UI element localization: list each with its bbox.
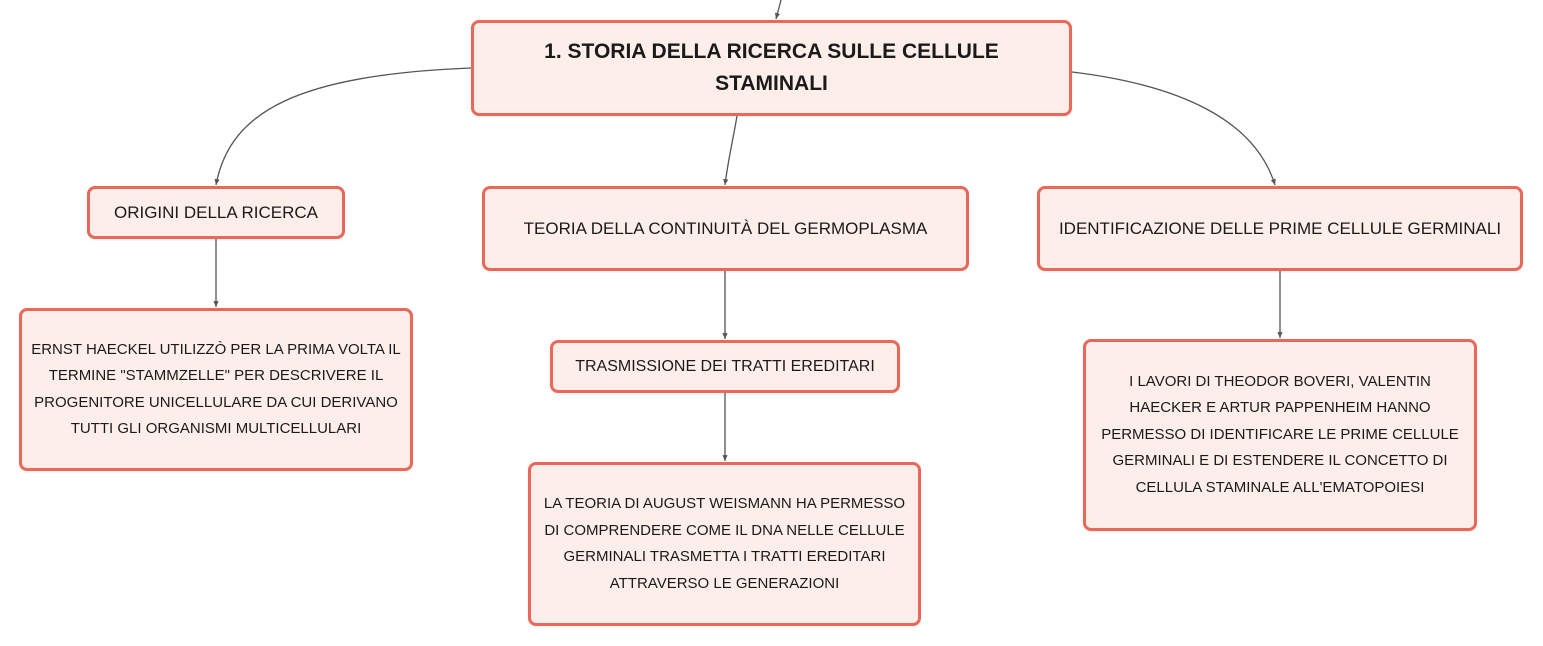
- node-identificazione-label: IDENTIFICAZIONE DELLE PRIME CELLULE GERMINALI: [1058, 219, 1502, 238]
- node-weismann[interactable]: [528, 462, 921, 626]
- node-lavori-boveri[interactable]: [1083, 339, 1477, 531]
- root-node[interactable]: [471, 20, 1072, 116]
- connector-root-to-origini: [216, 68, 471, 185]
- node-trasmissione-tratti[interactable]: [550, 340, 900, 393]
- root-node-label: 1. STORIA DELLA RICERCA SULLE CELLULE STAMINALI: [544, 40, 999, 95]
- node-ernst-haeckel[interactable]: [19, 308, 413, 471]
- connector-root-to-teoria: [725, 116, 737, 185]
- node-origini-della-ricerca[interactable]: [87, 186, 345, 239]
- connector-root-to-identificazione: [1072, 72, 1275, 185]
- node-lavori-label: I LAVORI DI THEODOR BOVERI, VALENTIN HAECKER E ARTUR PAPPENHEIM HANNO PERMESSO DI IDENTIFICARE LE PRIME CELLULE GERMINALI E DI ESTENDERE IL CONCETTO DI CELLULA STAMINALE ALL'EMATOPOIESI: [1101, 372, 1459, 496]
- node-teoria-germoplasma[interactable]: [482, 186, 969, 271]
- connector-incoming-to-root: [776, 0, 781, 19]
- node-identificazione-cellule-germinali[interactable]: [1037, 186, 1523, 271]
- node-weismann-label: LA TEORIA DI AUGUST WEISMANN HA PERMESSO DI COMPRENDERE COME IL DNA NELLE CELLULE GERMINALI TRASMETTA I TRATTI EREDITARI ATTRAVERSO LE GENERAZIONI: [543, 495, 906, 592]
- node-trasmissione-label: TRASMISSIONE DEI TRATTI EREDITARI: [575, 358, 875, 375]
- node-origini-label: ORIGINI DELLA RICERCA: [113, 203, 319, 222]
- node-ernst-haeckel-label: ERNST HAECKEL UTILIZZÒ PER LA PRIMA VOLTA IL TERMINE "STAMMZELLE" PER DESCRIVERE IL PROGENITORE UNICELLULARE DA CUI DERIVANO TUTTI GLI ORGANISMI MULTICELLULARI: [31, 340, 401, 437]
- node-teoria-label: TEORIA DELLA CONTINUITÀ DEL GERMOPLASMA: [523, 219, 928, 238]
